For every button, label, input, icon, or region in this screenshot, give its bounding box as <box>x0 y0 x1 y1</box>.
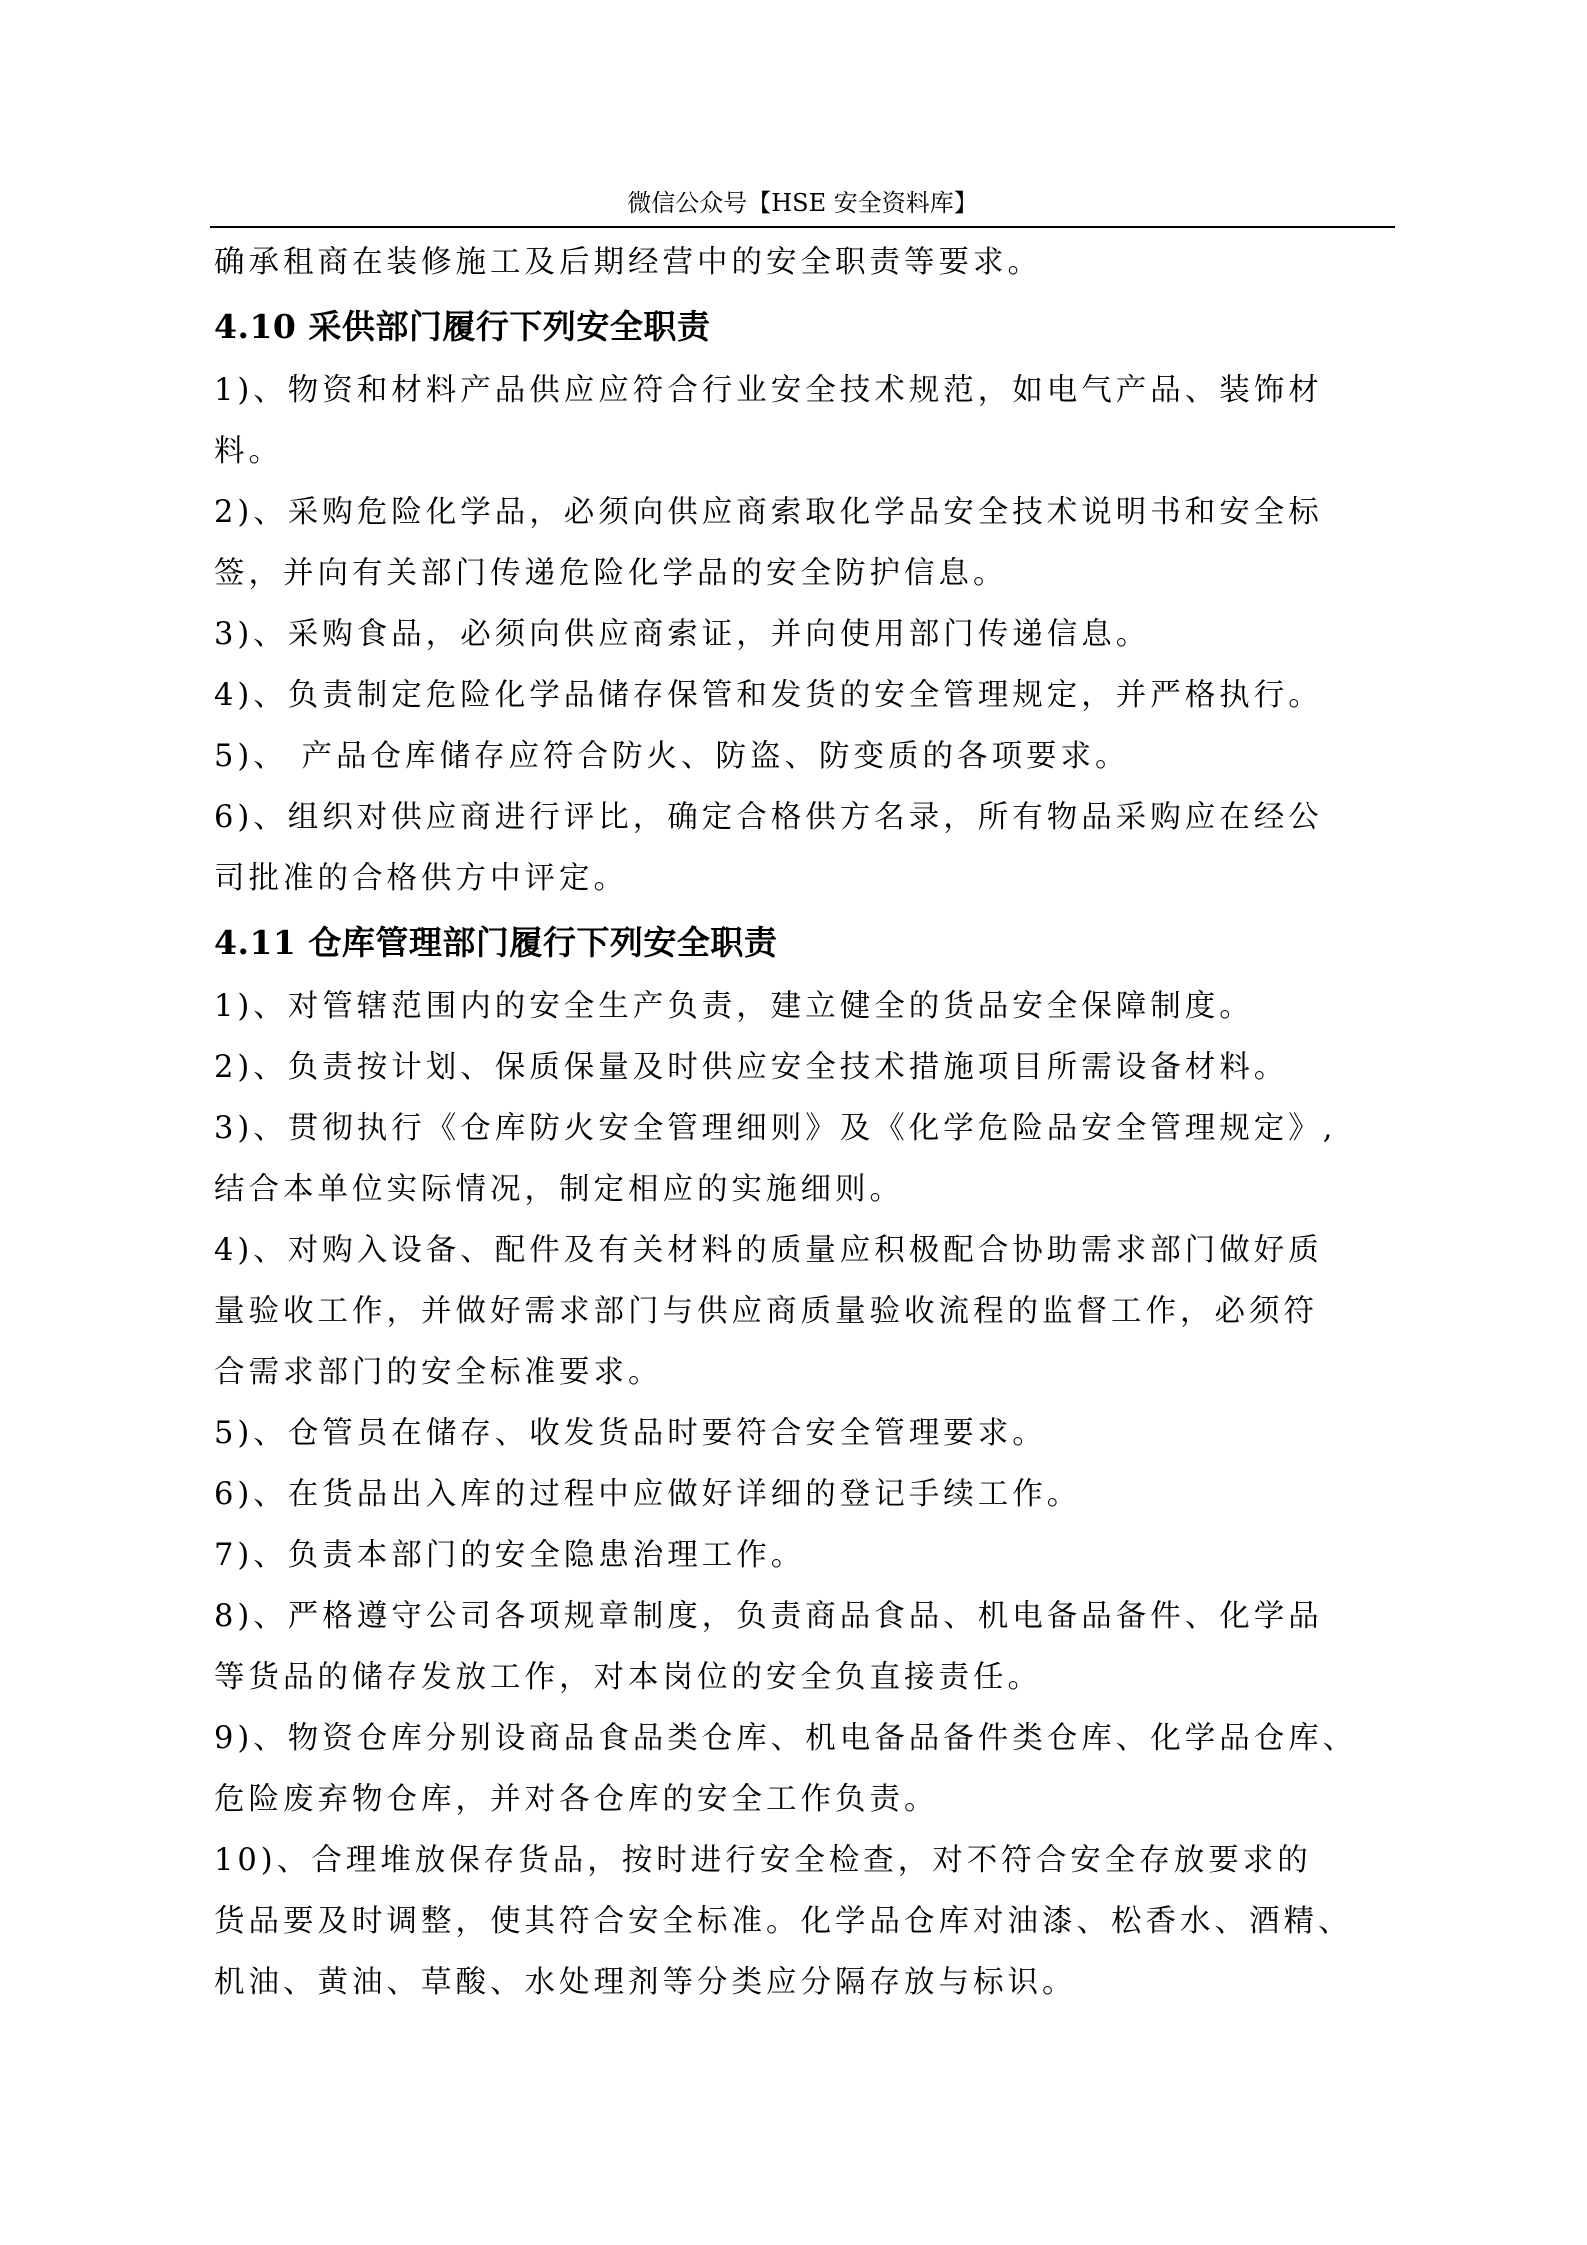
paragraph-line: 6)、组织对供应商进行评比，确定合格供方名录，所有物品采购应在经公 <box>214 800 1323 835</box>
paragraph-line: 结合本单位实际情况，制定相应的实施细则。 <box>214 1172 904 1207</box>
paragraph-line: 10)、合理堆放保存货品，按时进行安全检查，对不符合安全存放要求的 <box>214 1843 1312 1878</box>
paragraph-line: 2)、负责按计划、保质保量及时供应安全技术措施项目所需设备材料。 <box>214 1050 1289 1085</box>
paragraph-line: 司批准的合格供方中评定。 <box>214 861 628 896</box>
paragraph-line: 1)、对管辖范围内的安全生产负责，建立健全的货品安全保障制度。 <box>214 989 1254 1024</box>
page-header-title: 微信公众号【HSE 安全资料库】 <box>627 189 978 217</box>
paragraph-line: 料。 <box>214 434 283 469</box>
intro-line: 确承租商在装修施工及后期经营中的安全职责等要求。 <box>214 245 1042 280</box>
paragraph-line: 5)、仓管员在储存、收发货品时要符合安全管理要求。 <box>214 1416 1047 1451</box>
paragraph-line: 合需求部门的安全标准要求。 <box>214 1355 663 1390</box>
paragraph-line: 危险废弃物仓库，并对各仓库的安全工作负责。 <box>214 1782 939 1817</box>
paragraph-line: 2)、采购危险化学品，必须向供应商索取化学品安全技术说明书和安全标 <box>214 495 1323 530</box>
paragraph-line: 9)、物资仓库分别设商品食品类仓库、机电备品备件类仓库、化学品仓库、 <box>214 1721 1358 1756</box>
paragraph-line: 4)、负责制定危险化学品储存保管和发货的安全管理规定，并严格执行。 <box>214 678 1323 713</box>
section-heading-4-11: 4.11 仓库管理部门履行下列安全职责 <box>214 923 778 962</box>
section-4-10-body <box>214 360 1404 909</box>
paragraph-line: 签，并向有关部门传递危险化学品的安全防护信息。 <box>214 556 1008 591</box>
paragraph-line: 8)、严格遵守公司各项规章制度，负责商品食品、机电备品备件、化学品 <box>214 1599 1323 1634</box>
paragraph-line: 7)、负责本部门的安全隐患治理工作。 <box>214 1538 806 1573</box>
paragraph-line: 量验收工作，并做好需求部门与供应商质量验收流程的监督工作，必须符 <box>214 1294 1318 1329</box>
paragraph-line: 等货品的储存发放工作，对本岗位的安全负直接责任。 <box>214 1660 1042 1695</box>
paragraph-line: 机油、黄油、草酸、水处理剂等分类应分隔存放与标识。 <box>214 1965 1077 2000</box>
paragraph-line: 6)、在货品出入库的过程中应做好详细的登记手续工作。 <box>214 1477 1082 1512</box>
paragraph-line: 4)、对购入设备、配件及有关材料的质量应积极配合协助需求部门做好质 <box>214 1233 1323 1268</box>
paragraph-line: 1)、物资和材料产品供应应符合行业安全技术规范，如电气产品、装饰材 <box>214 373 1323 408</box>
paragraph-line: 5)、 产品仓库储存应符合防火、防盗、防变质的各项要求。 <box>214 739 1130 774</box>
paragraph-line: 3)、采购食品，必须向供应商索证，并向使用部门传递信息。 <box>214 617 1151 652</box>
header-divider <box>210 226 1395 228</box>
section-4-11-body <box>214 976 1404 2013</box>
paragraph-line: 3)、贯彻执行《仓库防火安全管理细则》及《化学危险品安全管理规定》, <box>214 1111 1337 1146</box>
paragraph-line: 货品要及时调整，使其符合安全标准。化学品仓库对油漆、松香水、酒精、 <box>214 1904 1353 1939</box>
document-body <box>214 232 1404 2013</box>
section-heading-4-10: 4.10 采供部门履行下列安全职责 <box>214 307 711 346</box>
